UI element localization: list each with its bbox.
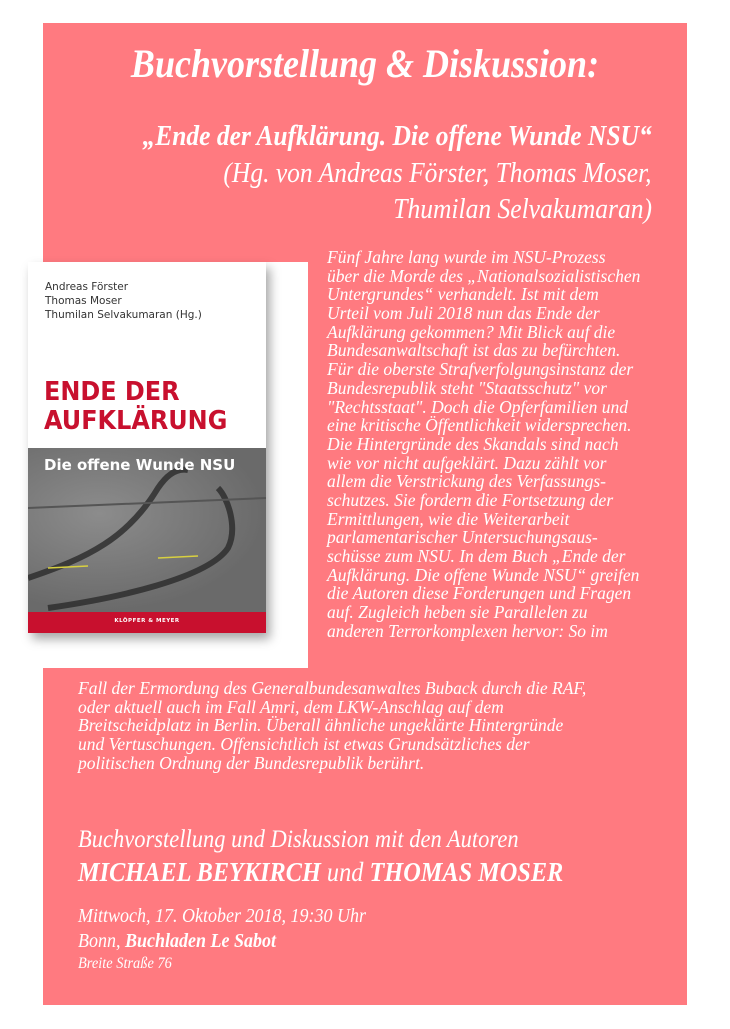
description-line: Untergrundes“ verhandelt. Ist mit dem — [327, 284, 599, 305]
event-datetime: Mittwoch, 17. Oktober 2018, 19:30 Uhr — [78, 905, 366, 927]
description-line: eine kritische Öffentlichkeit widersprechen. — [327, 415, 632, 436]
description-line: Aufklärung. Die offene Wunde NSU“ greifen — [327, 564, 640, 585]
description-line: Fünf Jahre lang wurde im NSU-Prozess — [327, 247, 606, 267]
cover-publisher-band — [28, 612, 266, 633]
description-line: anderen Terrorkomplexen hervor: So im — [327, 620, 608, 641]
description-line: oder aktuell auch im Fall Amri, dem LKW-Anschlag auf dem — [78, 696, 504, 717]
cover-title — [44, 378, 227, 436]
description-line: parlamentarischer Untersuchungsaus- — [327, 527, 598, 548]
cover-subtitle: Die offene Wunde NSU — [44, 456, 236, 474]
event-city: Bonn, — [78, 930, 121, 952]
cover-publisher: KLÖPFER & MEYER — [114, 618, 180, 624]
description-line: Breitscheidplatz in Berlin. Überall ähnliche ungeklärte Hintergründe — [78, 715, 564, 736]
editors-line-2: Thumilan Selvakumaran) — [393, 193, 652, 225]
description-line: schüsse zum NSU. In dem Buch „Ende der — [327, 546, 626, 566]
editors-line-1: (Hg. von Andreas Förster, Thomas Moser, — [223, 157, 652, 189]
speaker-name: MICHAEL BEYKIRCH — [78, 857, 321, 887]
event-venue: Buchladen Le Sabot — [124, 930, 277, 952]
description-line: Bundesanwaltschaft ist das zu befürchten. — [327, 340, 621, 361]
cover-title-line: ENDE DER — [44, 377, 180, 407]
cover-author: Thumilan Selvakumaran (Hg.) — [45, 309, 202, 321]
description-line: allem die Verstrickung des Verfassungs- — [327, 471, 606, 492]
description-line: Für die oberste Strafverfolgungsinstanz der — [327, 359, 634, 380]
description-line: die Autoren diese Forderungen und Fragen — [327, 583, 632, 604]
description-line: politischen Ordnung der Bundesrepublik berührt. — [78, 752, 425, 773]
description-wide-column — [78, 679, 688, 772]
event-intro: Buchvorstellung und Diskussion mit den Autoren — [78, 826, 519, 853]
description-line: wie vor nicht aufgeklärt. Dazu zählt vor — [327, 452, 607, 473]
description-line: "Rechtsstaat". Doch die Opferfamilien und — [327, 396, 628, 417]
cover-author: Andreas Förster — [45, 281, 129, 293]
event-address: Breite Straße 76 — [78, 955, 172, 972]
description-line: Die Hintergründe des Skandals sind nach — [327, 433, 619, 454]
event-speakers — [78, 857, 563, 888]
description-line: schutzes. Sie fordern die Fortsetzung der — [327, 489, 614, 510]
cover-title-line: AUFKLÄRUNG — [44, 406, 228, 436]
speaker-name: THOMAS MOSER — [369, 857, 564, 887]
description-line: und Vertuschungen. Offensichtlich ist etwas Grundsätzliches der — [78, 734, 530, 755]
description-line: Fall der Ermordung des Generalbundesanwaltes Buback durch die RAF, — [78, 678, 587, 698]
flyer-title: Buchvorstellung & Diskussion: — [130, 41, 600, 86]
book-title: „Ende der Aufklärung. Die offene Wunde NSU“ — [142, 120, 652, 152]
speaker-conjunction: und — [326, 857, 364, 887]
description-line: Aufklärung gekommen? Mit Blick auf die — [327, 321, 616, 342]
event-location — [78, 930, 276, 953]
book-cover — [28, 262, 266, 633]
cover-author: Thomas Moser — [45, 295, 122, 307]
description-line: auf. Zugleich heben sie Parallelen zu — [327, 602, 588, 623]
description-line: Bundesrepublik steht "Staatsschutz" vor — [327, 377, 607, 398]
cover-authors — [45, 280, 202, 322]
description-line: Ermittlungen, wie die Weiterarbeit — [327, 508, 570, 529]
description-line: über die Morde des „Nationalsozialistischen — [327, 265, 641, 286]
description-right-column — [327, 248, 687, 640]
description-line: Urteil vom Juli 2018 nun das Ende der — [327, 303, 600, 324]
